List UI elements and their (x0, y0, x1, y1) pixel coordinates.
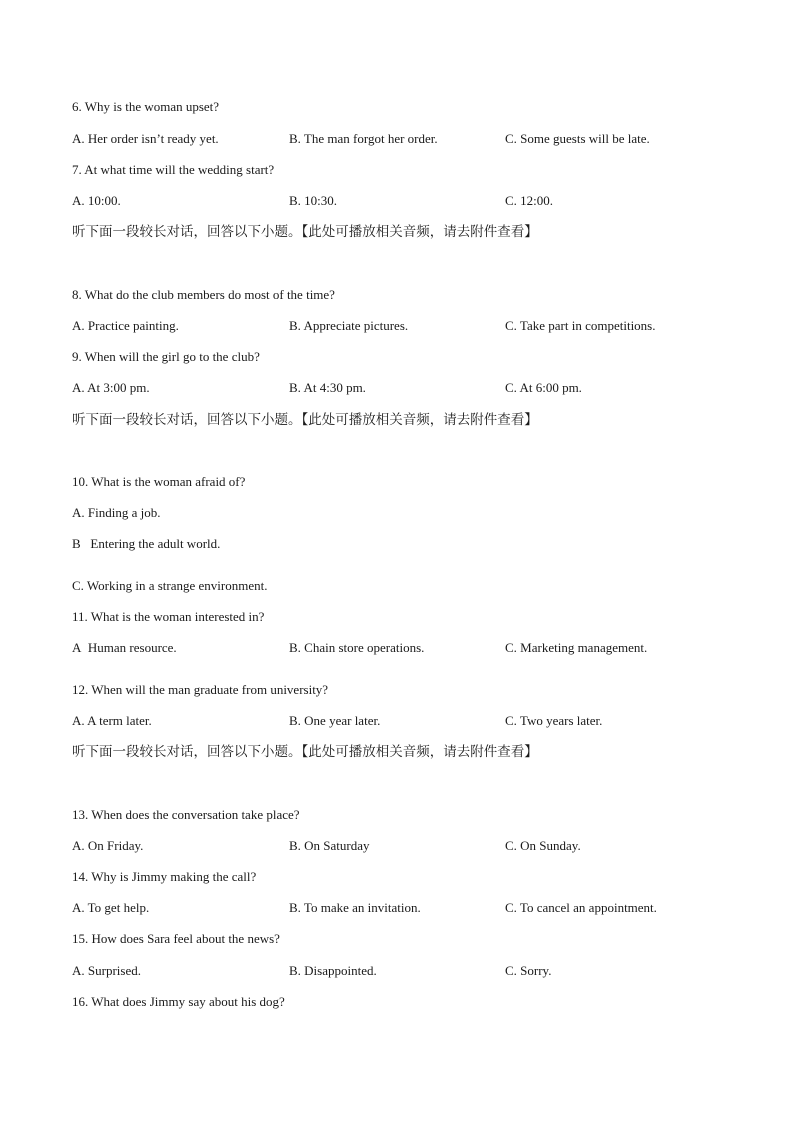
audio-instruction-3: 听下面一段较长对话，回答以下小题。【此处可播放相关音频，请去附件查看】 (72, 744, 538, 760)
audio-instruction-1: 听下面一段较长对话，回答以下小题。【此处可播放相关音频，请去附件查看】 (72, 224, 538, 240)
q10-option-b: B Entering the adult world. (72, 536, 221, 551)
q14-option-a: A. To get help. (72, 900, 150, 915)
q11-option-c: C. Marketing management. (505, 640, 648, 655)
question-11: 11. What is the woman interested in? (72, 609, 265, 624)
question-14: 14. Why is Jimmy making the call? (72, 869, 257, 884)
q6-option-b: B. The man forgot her order. (289, 131, 438, 146)
q8-option-c: C. Take part in competitions. (505, 318, 656, 333)
question-9: 9. When will the girl go to the club? (72, 349, 260, 364)
q13-option-b: B. On Saturday (289, 838, 370, 853)
q8-option-a: A. Practice painting. (72, 318, 179, 333)
question-12: 12. When will the man graduate from university? (72, 682, 329, 697)
q12-option-b: B. One year later. (289, 713, 381, 728)
q10-option-a: A. Finding a job. (72, 505, 161, 520)
q7-option-c: C. 12:00. (505, 193, 554, 208)
q8-option-b: B. Appreciate pictures. (289, 318, 409, 333)
q11-option-b: B. Chain store operations. (289, 640, 425, 655)
question-7: 7. At what time will the wedding start? (72, 162, 275, 177)
question-8: 8. What do the club members do most of the time? (72, 287, 335, 302)
audio-instruction-2: 听下面一段较长对话，回答以下小题。【此处可播放相关音频，请去附件查看】 (72, 412, 538, 428)
q9-option-a: A. At 3:00 pm. (72, 380, 150, 395)
q7-option-b: B. 10:30. (289, 193, 338, 208)
question-6: 6. Why is the woman upset? (72, 99, 220, 114)
question-13: 13. When does the conversation take place? (72, 807, 300, 822)
q11-option-a: A Human resource. (72, 640, 177, 655)
q15-option-a: A. Surprised. (72, 963, 141, 978)
question-10: 10. What is the woman afraid of? (72, 474, 246, 489)
q12-option-c: C. Two years later. (505, 713, 603, 728)
q10-option-c: C. Working in a strange environment. (72, 578, 268, 593)
q14-option-c: C. To cancel an appointment. (505, 900, 657, 915)
question-15: 15. How does Sara feel about the news? (72, 931, 280, 946)
q15-option-b: B. Disappointed. (289, 963, 377, 978)
q6-option-c: C. Some guests will be late. (505, 131, 650, 146)
question-16: 16. What does Jimmy say about his dog? (72, 994, 285, 1009)
q13-option-a: A. On Friday. (72, 838, 144, 853)
q6-option-a: A. Her order isn’t ready yet. (72, 131, 219, 146)
q9-option-b: B. At 4:30 pm. (289, 380, 366, 395)
q7-option-a: A. 10:00. (72, 193, 121, 208)
q14-option-b: B. To make an invitation. (289, 900, 421, 915)
q15-option-c: C. Sorry. (505, 963, 552, 978)
q9-option-c: C. At 6:00 pm. (505, 380, 582, 395)
q12-option-a: A. A term later. (72, 713, 152, 728)
q13-option-c: C. On Sunday. (505, 838, 581, 853)
